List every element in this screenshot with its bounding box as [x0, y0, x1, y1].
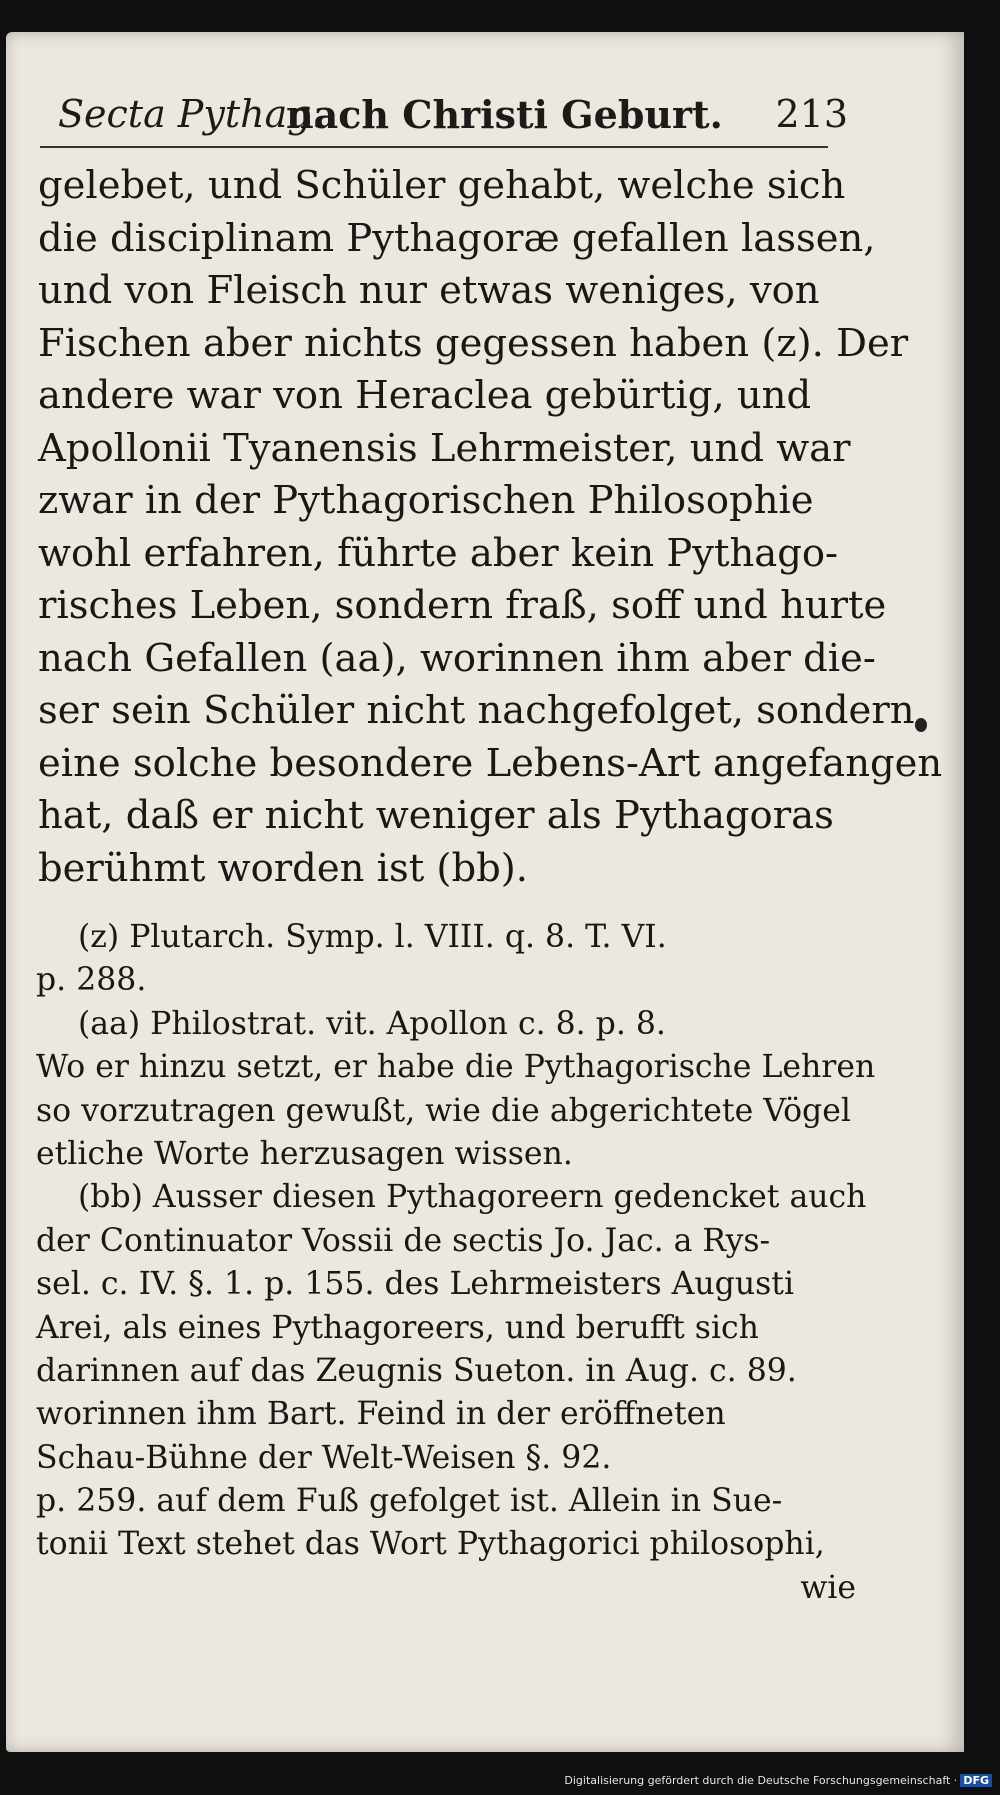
- text-line: die disciplinam Pythagoræ gefallen lassen,: [38, 215, 876, 261]
- text-line: risches Leben, sondern fraß, soff und hurte: [38, 583, 887, 628]
- footnote-line: Arei, als eines Pythagoreers, und berufft sich: [36, 1309, 759, 1346]
- footnote-line: (z) Plutarch. Symp. l. VIII. q. 8. T. VI.: [78, 919, 667, 955]
- text-line: andere war von Heraclea gebürtig, und: [38, 373, 812, 418]
- text-line: ser sein Schüler nicht nachgefolget, sondern: [38, 688, 915, 733]
- footnote-line: tonii Text stehet das Wort Pythagorici philosophi,: [36, 1526, 825, 1563]
- text-line: nach Gefallen (aa), worinnen ihm aber die-: [38, 635, 876, 681]
- text-line: gelebet, und Schüler gehabt, welche sich: [38, 163, 846, 208]
- text-line: berühmt worden ist (bb).: [38, 845, 528, 891]
- footnote-line: etliche Worte herzusagen wissen.: [36, 1135, 573, 1172]
- digitization-credit: [564, 1774, 992, 1787]
- footnote-line: darinnen auf das Zeugnis Sueton. in Aug. c. 89.: [36, 1352, 797, 1389]
- footnote-line: p. 288.: [36, 962, 147, 999]
- catchword: wie: [800, 1569, 856, 1606]
- header-section-title: Secta Pythag.: [58, 92, 324, 136]
- text-line: und von Fleisch nur etwas weniges, von: [38, 268, 820, 313]
- text-line: Fischen aber nichts gegessen haben (z). Der: [38, 320, 909, 366]
- running-header: [58, 92, 848, 142]
- text-line: zwar in der Pythagorischen Philosophie: [38, 478, 814, 523]
- text-line: wohl erfahren, führte aber kein Pythago-: [38, 530, 839, 576]
- text-line: eine solche besondere Lebens-Art angefangen: [38, 740, 943, 786]
- footnote-line: der Continuator Vossii de sectis Jo. Jac. a Rys-: [36, 1222, 771, 1259]
- credit-text: Digitalisierung gefördert durch die Deutsche Forschungsgemeinschaft ·: [564, 1774, 958, 1787]
- dfg-logo: DFG: [960, 1774, 992, 1787]
- header-title: nach Christi Geburt.: [286, 92, 723, 137]
- footnote-line: Wo er hinzu setzt, er habe die Pythagorische Lehren: [36, 1049, 876, 1086]
- text-line: hat, daß er nicht weniger als Pythagoras: [38, 793, 834, 838]
- text-line: Apollonii Tyanensis Lehrmeister, und war: [38, 425, 851, 471]
- header-rule: [40, 146, 828, 148]
- footnote-line: (bb) Ausser diesen Pythagoreern gedencket auch: [78, 1179, 867, 1216]
- footnote-line: Schau-Bühne der Welt-Weisen §. 92.: [36, 1439, 612, 1476]
- main-text: [38, 160, 943, 895]
- footnote-line: (aa) Philostrat. vit. Apollon c. 8. p. 8.: [78, 1005, 666, 1042]
- ink-speck: [915, 718, 927, 732]
- page-number: 213: [775, 92, 848, 136]
- footnotes: [36, 916, 876, 1610]
- footnote-line: worinnen ihm Bart. Feind in der eröffneten: [36, 1396, 726, 1433]
- footnote-line: p. 259. auf dem Fuß gefolget ist. Allein in Sue-: [36, 1483, 783, 1520]
- footnote-line: sel. c. IV. §. 1. p. 155. des Lehrmeisters Augusti: [36, 1266, 795, 1303]
- footnote-line: so vorzutragen gewußt, wie die abgerichtete Vögel: [36, 1092, 851, 1129]
